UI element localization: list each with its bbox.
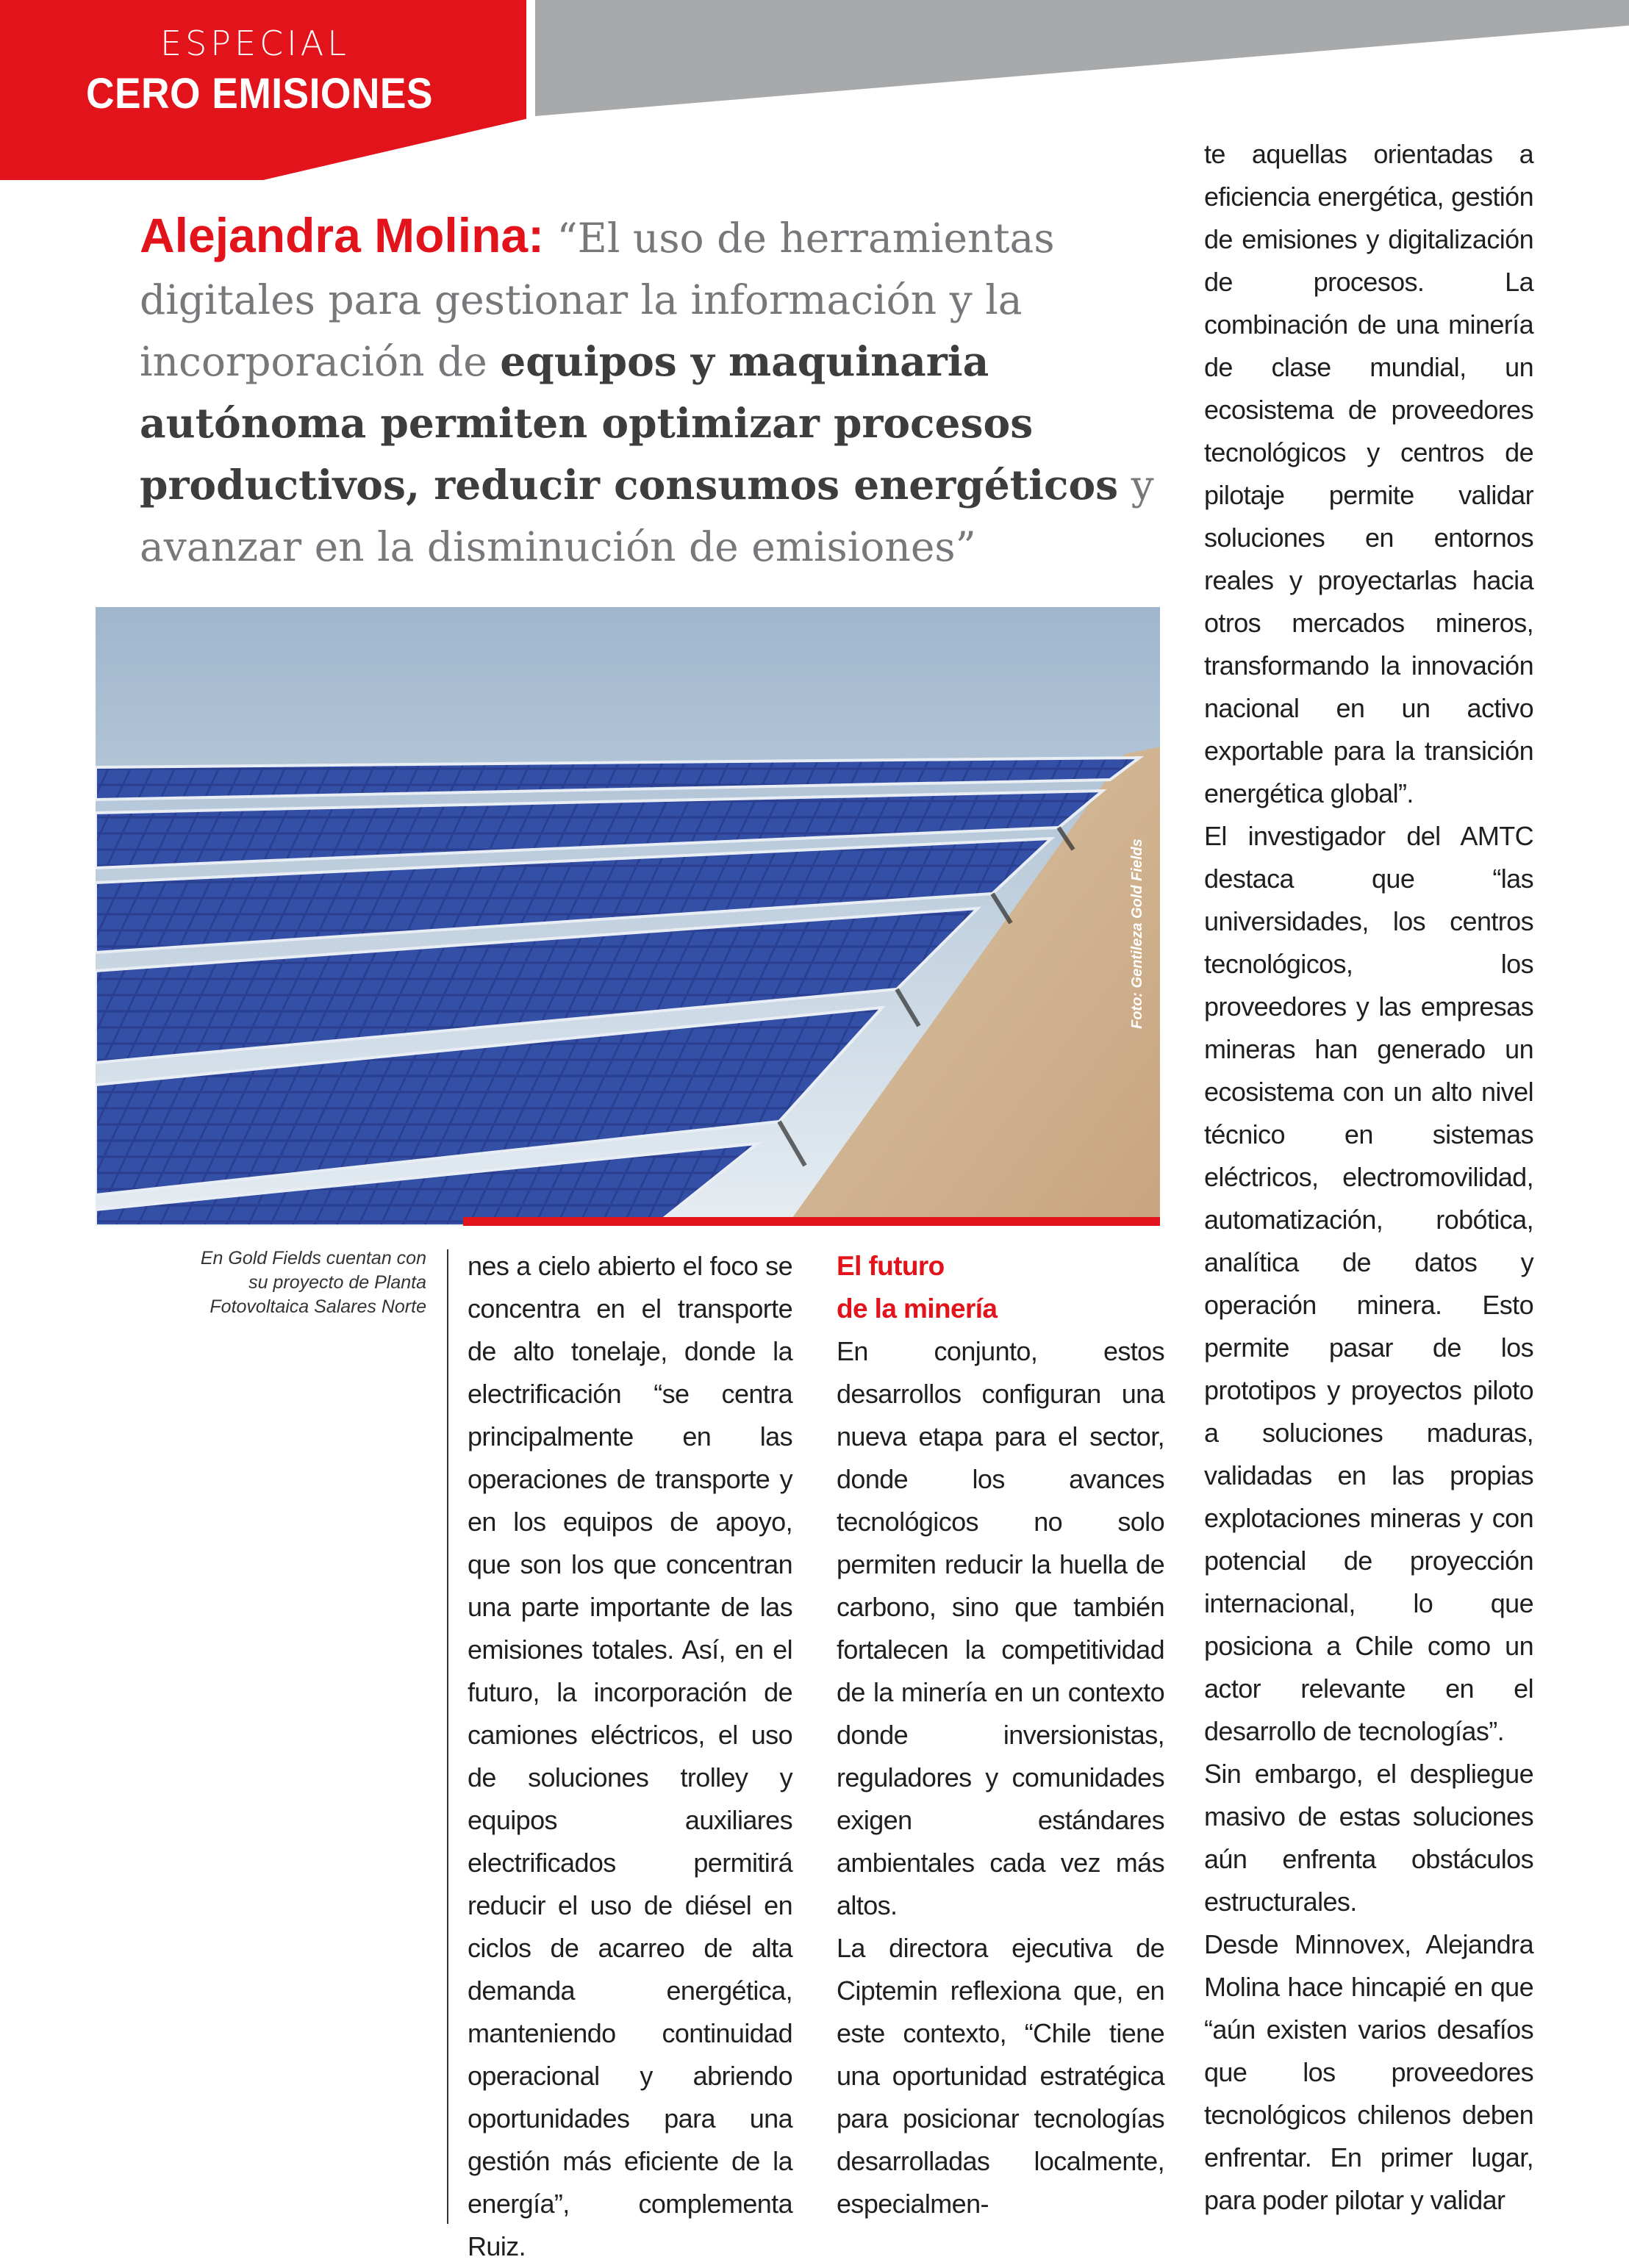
headline-text-2: y avanzar en la disminución de emisiones” <box>140 462 1154 570</box>
column-divider <box>447 1249 448 2224</box>
column-2 <box>837 1245 1164 2225</box>
headline-text-1: “El uso de herramientas digitales para gestionar la información y la incorporación de <box>140 215 1055 385</box>
column-2-paragraph-2: La directora ejecutiva de Ciptemin reflexiona que, en este contexto, “Chile tiene una oportunidad estratégica para posicionar tecnologías desarrolladas localmente, especialmen- <box>837 1933 1164 2219</box>
photo-caption: En Gold Fields cuentan con su proyecto de Planta Fotovoltaica Salares Norte <box>200 1248 426 1317</box>
subhead-line-1: El futuro <box>837 1251 945 1281</box>
red-accent-bar <box>463 1217 1160 1226</box>
column-3 <box>1204 133 1533 2222</box>
section-title: CERO EMISIONES <box>86 70 433 118</box>
headline-name: Alejandra Molina: <box>140 208 545 262</box>
photo-credit: Foto: Gentileza Gold Fields <box>1129 839 1145 1029</box>
column-3-paragraph-2: El investigador del AMTC destaca que “las universidades, los centros tecnológicos, los proveedores y las empresas mineras han generado un ecosistema con un alto nivel técnico en sistemas eléctricos, electromovilidad, automatización, robótica, analítica de datos y operación minera. Esto permite pasar de los prototipos y proyectos piloto a soluciones maduras, validadas en las propias explotaciones mineras y con potencial de proyección internacional, lo que posiciona a Chile como un actor relevante en el desarrollo de tecnologías”. <box>1204 821 1533 1746</box>
header-grey-band <box>535 0 1629 116</box>
subhead-line-2: de la minería <box>837 1293 998 1324</box>
column-3-paragraph-4: Desde Minnovex, Alejandra Molina hace hincapié en que “aún existen varios desafíos que los proveedores tecnológicos chilenos deben enfrentar. En primer lugar, para poder pilotar y validar <box>1204 1929 1533 2215</box>
headline-quote <box>140 204 1154 578</box>
column-3-paragraph-3: Sin embargo, el despliegue masivo de estas soluciones aún enfrenta obstáculos estructurales. <box>1204 1759 1533 1917</box>
column-3-paragraph-1: te aquellas orientadas a eficiencia energética, gestión de emisiones y digitalización de procesos. La combinación de una minería de clase mundial, un ecosistema de proveedores tecnológicos y centros de pilotaje permite validar soluciones en entornos reales y proyectarlas hacia otros mercados mineros, transformando la innovación nacional en un activo exportable para la transición energética global”. <box>1204 139 1533 808</box>
header-kicker: ESPECIAL <box>160 24 350 63</box>
column-2-paragraph-1: En conjunto, estos desarrollos configuran una nueva etapa para el sector, donde los avances tecnológicos no solo permiten reducir la huella de carbono, sino que también fortalecen la competitividad de la minería en un contexto donde inversionistas, reguladores y comunidades exigen estándares ambientales cada vez más altos. <box>837 1336 1164 1920</box>
headline-bold: equipos y maquinaria autónoma permiten optimizar procesos productivos, reducir consumos energéticos <box>140 337 1119 509</box>
column-1 <box>468 1245 792 2268</box>
solar-panels-photo <box>96 607 1160 1226</box>
column-1-paragraph: nes a cielo abierto el foco se concentra en el transporte de alto tonelaje, donde la electrificación “se centra principalmente en las operaciones de transporte y en los equipos de apoyo, que son los que concentran una parte importante de las emisiones totales. Así, en el futuro, la incorporación de camiones eléctricos, el uso de soluciones trolley y equipos auxiliares electrificados permitirá reducir el uso de diésel en ciclos de acarreo de alta demanda energética, manteniendo continuidad operacional y abriendo oportunidades para una gestión más eficiente de la energía”, complementa Ruiz. <box>468 1251 792 2261</box>
